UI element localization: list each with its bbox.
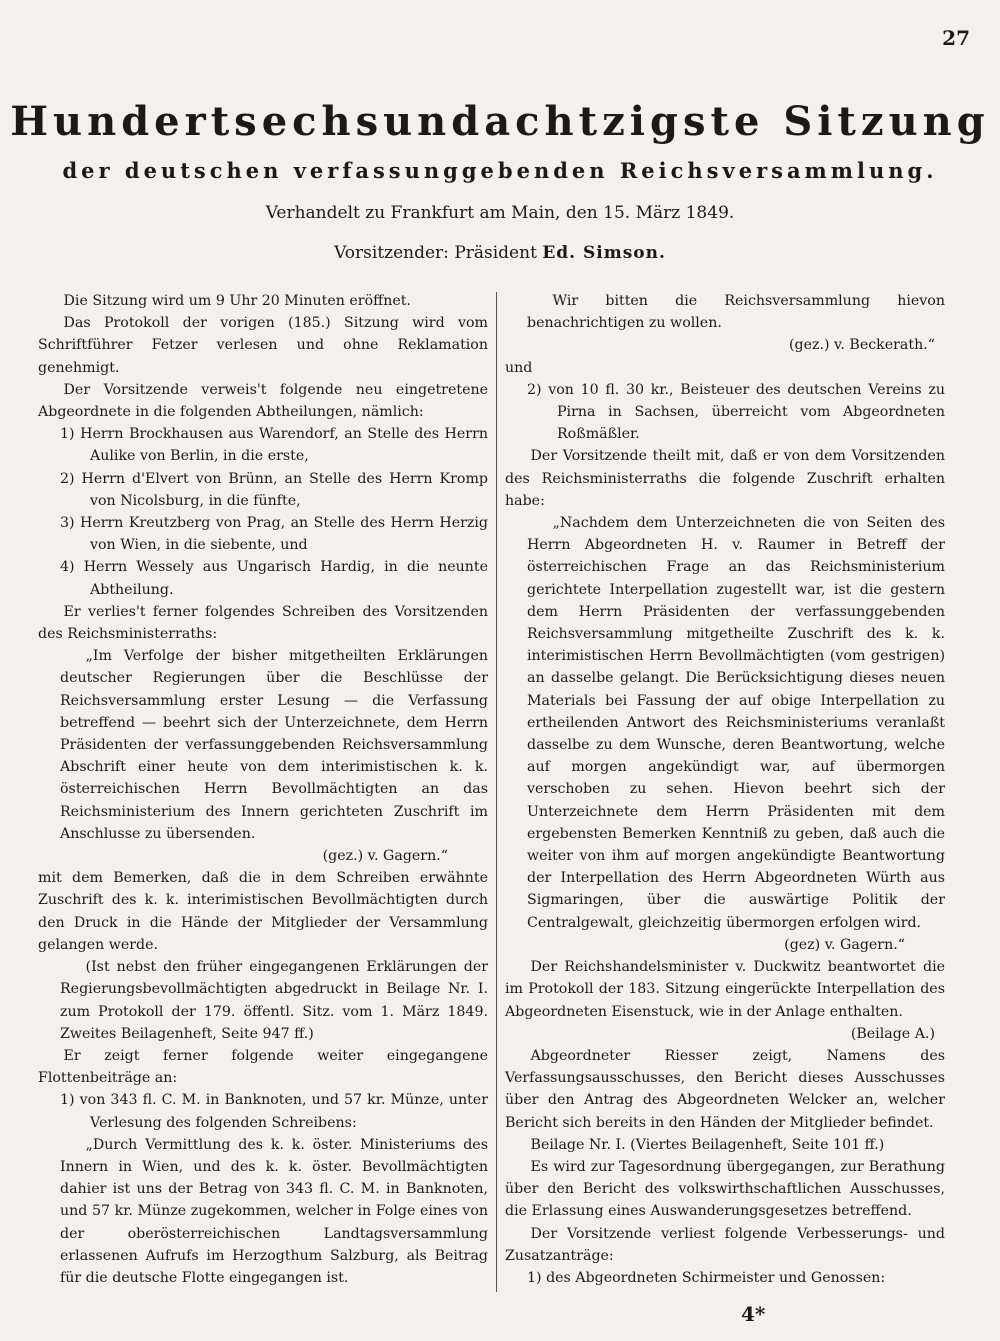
chair-line (0, 243, 1000, 263)
quoted-letter: Wir bitten die Reichsversammlung hievon benachrichtigen zu wollen. (527, 293, 945, 332)
left-column (38, 290, 488, 1289)
place-date: Verhandelt zu Frankfurt am Main, den 15. März 1849. (265, 203, 735, 223)
paragraph: Beilage Nr. I. (Viertes Beilagenheft, Seite 101 ff.) (530, 1136, 885, 1153)
paragraph: Der Reichshandelsminister v. Duckwitz beantwortet die im Protokoll der 183. Sitzung eingerückte Interpellation des Abgeordneten Eisenstuck, wie in der Anlage enthalten. (505, 959, 945, 1020)
attachment-ref: (Beilage A.) (850, 1025, 935, 1042)
paragraph: Er verlies't ferner folgendes Schreiben des Vorsitzenden des Reichsministerraths: (38, 603, 488, 643)
signature: (gez.) v. Beckerath.“ (789, 337, 935, 354)
paragraph: Abgeordneter Riesser zeigt, Namens des Verfassungsausschusses, den Bericht dieses Ausschusses über den Antrag des Abgeordneten Welcker an, welcher Bericht sich bereits in den Händen der Mitglieder befindet. (505, 1047, 945, 1131)
paragraph: Das Protokoll der vorigen (185.) Sitzung wird vom Schriftführer Fetzer verlesen und ohne Reklamation genehmigt. (38, 315, 488, 376)
quoted-letter: „Nachdem dem Unterzeichneten die von Seiten des Herrn Abgeordneten H. v. Raumer in Betreff der österreichischen Frage an das Reichsministerium gerichtete Interpellation zugestellt war, ist die gestern dem Herrn Präsidenten der verfassunggebenden Reichsversammlung mitgetheilte Zuschrift des k. k. interimistischen Herrn Bevollmächtigten (vom gestrigen) an dasselbe gelangt. Die Berücksichtigung dieses neuen Materials bei Fassung der auf obige Interpellation zu ertheilenden Antwort des Reichsministeriums veranlaßt dasselbe zu dem Wunsche, deren Beantwortung, welche auf morgen angekündigt war, auf übermorgen verschoben zu sehen. Hievon beehrt sich der Unterzeichnete dem Herrn Präsidenten mit dem ergebensten Bemerken Kenntniß zu geben, daß auch die weiter von ihm auf morgen angekündigte Beantwortung der Interpellation des Herrn Abgeordneten Würth aus Sigmaringen, über die auswärtige Politik der Centralgewalt, gleichzeitig übermorgen erfolgen wird. (527, 515, 945, 931)
list-item: 2) Herrn d'Elvert von Brünn, an Stelle des Herrn Kromp von Nicolsburg, in die fünfte, (60, 470, 488, 509)
list-item: 1) Herrn Brockhausen aus Warendorf, an Stelle des Herrn Aulike von Berlin, in die erste, (60, 426, 488, 465)
chair-label: Vorsitzender: Präsident (334, 243, 537, 263)
list-item: 2) von 10 fl. 30 kr., Beisteuer des deutschen Vereins zu Pirna in Sachsen, überreicht vom Abgeordneten Roßmäßler. (527, 381, 945, 443)
signature: (gez.) v. Gagern.“ (322, 848, 448, 865)
paragraph: Der Vorsitzende verliest folgende Verbesserungs- und Zusatzanträge: (505, 1225, 945, 1264)
column-divider (496, 292, 497, 1292)
paragraph: Der Vorsitzende theilt mit, daß er von dem Vorsitzenden des Reichsministerraths die folgende Zuschrift erhalten habe: (505, 448, 945, 509)
chair-name: Ed. Simson. (542, 243, 666, 263)
list-item: 1) des Abgeordneten Schirmeister und Genossen: (527, 1269, 886, 1286)
conjunction: und (505, 359, 533, 376)
paragraph: Der Vorsitzende verweis't folgende neu eingetretene Abgeordnete in die folgenden Abtheilungen, nämlich: (38, 381, 488, 421)
paragraph: mit dem Bemerken, daß die in dem Schreiben erwähnte Zuschrift des k. k. interimistischen Bevollmächtigten durch den Druck in die Hände der Mitglieder der Versammlung gelangen werde. (38, 870, 488, 953)
session-title: Hundertsechsundachtzigste Sitzung (10, 98, 990, 145)
session-subtitle: der deutschen verfassunggebenden Reichsversammlung. (62, 158, 938, 183)
signature-mark: 4* (741, 1302, 766, 1326)
list-item: 1) von 343 fl. C. M. in Banknoten, und 57 kr. Münze, unter Verlesung des folgenden Schreibens: (60, 1092, 488, 1131)
page-number: 27 (942, 26, 970, 50)
editorial-note: (Ist nebst den früher eingegangenen Erklärungen der Regierungsbevollmächtigten abgedruckt in Beilage Nr. I. zum Protokoll der 179. öffentl. Sitz. vom 1. März 1849. Zweites Beilagenheft, Seite 947 ff.) (60, 959, 488, 1042)
right-column (505, 290, 945, 1289)
list-item: 4) Herrn Wessely aus Ungarisch Hardig, in die neunte Abtheilung. (60, 559, 488, 598)
paragraph: Es wird zur Tagesordnung übergegangen, zur Berathung über den Bericht des volkswirthschaftlichen Ausschusses, die Erlassung eines Auswanderungsgesetzes betreffend. (505, 1158, 945, 1220)
quoted-letter: „Durch Vermittlung des k. k. öster. Ministeriums des Innern in Wien, und des k. k. öster. Bevollmächtigten dahier ist uns der Betrag von 343 fl. C. M. in Banknoten, und 57 kr. Münze zugekommen, welcher in Folge eines von der oberösterreichischen Landtagsversammlung erlassenen Aufrufs im Herzogthum Salzburg, als Beitrag für die deutsche Flotte eingegangen ist. (60, 1136, 488, 1286)
paragraph: Er zeigt ferner folgende weiter eingegangene Flottenbeiträge an: (38, 1047, 488, 1087)
list-item: 3) Herrn Kreutzberg von Prag, an Stelle des Herrn Herzig von Wien, in die siebente, und (60, 515, 488, 554)
quoted-letter: „Im Verfolge der bisher mitgetheilten Erklärungen deutscher Regierungen über die Beschlüsse der Reichsversammlung erster Lesung — die Verfassung betreffend — beehrt sich der Unterzeichnete, dem Herrn Präsidenten der verfassunggebenden Reichsversammlung Abschrift einer heute von dem interimistischen k. k. österreichischen Herrn Bevollmächtigten an das Reichsministerium des Innern gerichteten Zuschrift im Anschlusse zu übersenden. (60, 648, 488, 842)
paragraph: Die Sitzung wird um 9 Uhr 20 Minuten eröffnet. (63, 293, 411, 309)
signature: (gez) v. Gagern.“ (784, 936, 905, 953)
